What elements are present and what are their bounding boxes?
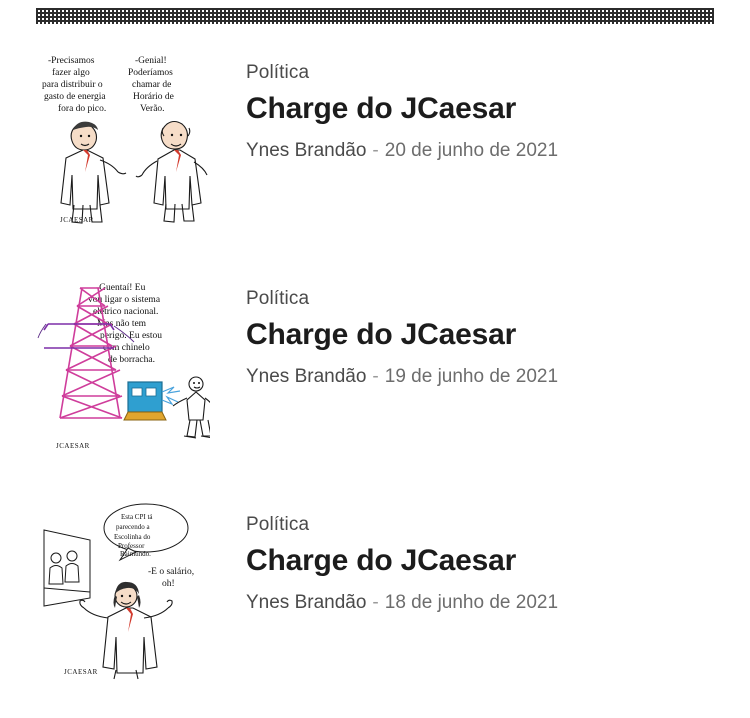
charge-cartoon-thumbnail[interactable]: [36, 492, 210, 680]
post-title[interactable]: Charge do JCaesar: [246, 544, 517, 577]
byline-separator: -: [372, 592, 379, 613]
svg-text:Escolinha do: Escolinha do: [114, 533, 151, 541]
charge-cartoon-thumbnail[interactable]: [36, 40, 210, 228]
charge-cartoon-thumbnail[interactable]: [36, 266, 210, 454]
svg-text:-Precisamos: -Precisamos: [48, 56, 95, 66]
post-date: 19 de junho de 2021: [384, 366, 559, 387]
svg-text:com chinelo: com chinelo: [103, 343, 150, 353]
svg-text:JCAESAR: JCAESAR: [64, 668, 98, 676]
post-list: [0, 40, 750, 718]
byline-separator: -: [372, 366, 379, 387]
svg-text:fora do pico.: fora do pico.: [58, 104, 107, 114]
svg-text:-E o salário,: -E o salário,: [148, 567, 195, 577]
post-byline: [246, 592, 558, 614]
svg-text:Horário de: Horário de: [133, 92, 174, 102]
cartoon-artwork: [36, 492, 210, 680]
post-author[interactable]: Ynes Brandão: [246, 140, 367, 161]
svg-text:Verão.: Verão.: [140, 104, 165, 114]
svg-text:de borracha.: de borracha.: [108, 355, 155, 365]
byline-separator: -: [372, 140, 379, 161]
post-title[interactable]: Charge do JCaesar: [246, 92, 517, 125]
svg-text:parecendo a: parecendo a: [116, 523, 150, 531]
svg-text:elétrico nacional.: elétrico nacional.: [93, 307, 159, 317]
cartoon-artwork: [36, 266, 210, 454]
post-category[interactable]: Política: [246, 514, 310, 535]
svg-text:chamar de: chamar de: [132, 80, 172, 90]
svg-text:-Genial!: -Genial!: [135, 56, 167, 66]
svg-text:Poderíamos: Poderíamos: [128, 68, 173, 78]
post-meta: [210, 40, 558, 162]
svg-text:Esta CPI tá: Esta CPI tá: [121, 513, 153, 521]
svg-text:oh!: oh!: [162, 579, 175, 589]
cartoon-artwork: [36, 40, 210, 228]
list-item[interactable]: [0, 40, 750, 228]
svg-text:Raimundo.: Raimundo.: [120, 550, 151, 558]
post-author[interactable]: Ynes Brandão: [246, 366, 367, 387]
svg-text:perigo. Eu estou: perigo. Eu estou: [100, 331, 163, 341]
svg-text:para distribuir o: para distribuir o: [42, 80, 103, 90]
post-category[interactable]: Política: [246, 62, 310, 83]
post-date: 18 de junho de 2021: [384, 592, 559, 613]
svg-text:Professor: Professor: [118, 542, 145, 550]
svg-text:JCAESAR: JCAESAR: [60, 216, 94, 224]
svg-text:fazer algo: fazer algo: [52, 68, 90, 78]
post-byline: [246, 366, 558, 388]
svg-text:Mas não tem: Mas não tem: [97, 319, 147, 329]
svg-text:JCAESAR: JCAESAR: [56, 442, 90, 450]
svg-text:-Guentaí! Eu: -Guentaí! Eu: [96, 283, 146, 293]
post-author[interactable]: Ynes Brandão: [246, 592, 367, 613]
post-date: 20 de junho de 2021: [384, 140, 559, 161]
post-title[interactable]: Charge do JCaesar: [246, 318, 517, 351]
svg-text:gasto de energia: gasto de energia: [44, 92, 106, 102]
post-meta: [210, 492, 558, 614]
svg-text:vou ligar o sistema: vou ligar o sistema: [88, 295, 161, 305]
list-item[interactable]: [0, 266, 750, 454]
post-meta: [210, 266, 558, 388]
post-category[interactable]: Política: [246, 288, 310, 309]
dotted-separator-strip: [36, 8, 714, 24]
post-byline: [246, 140, 558, 162]
list-item[interactable]: [0, 492, 750, 680]
